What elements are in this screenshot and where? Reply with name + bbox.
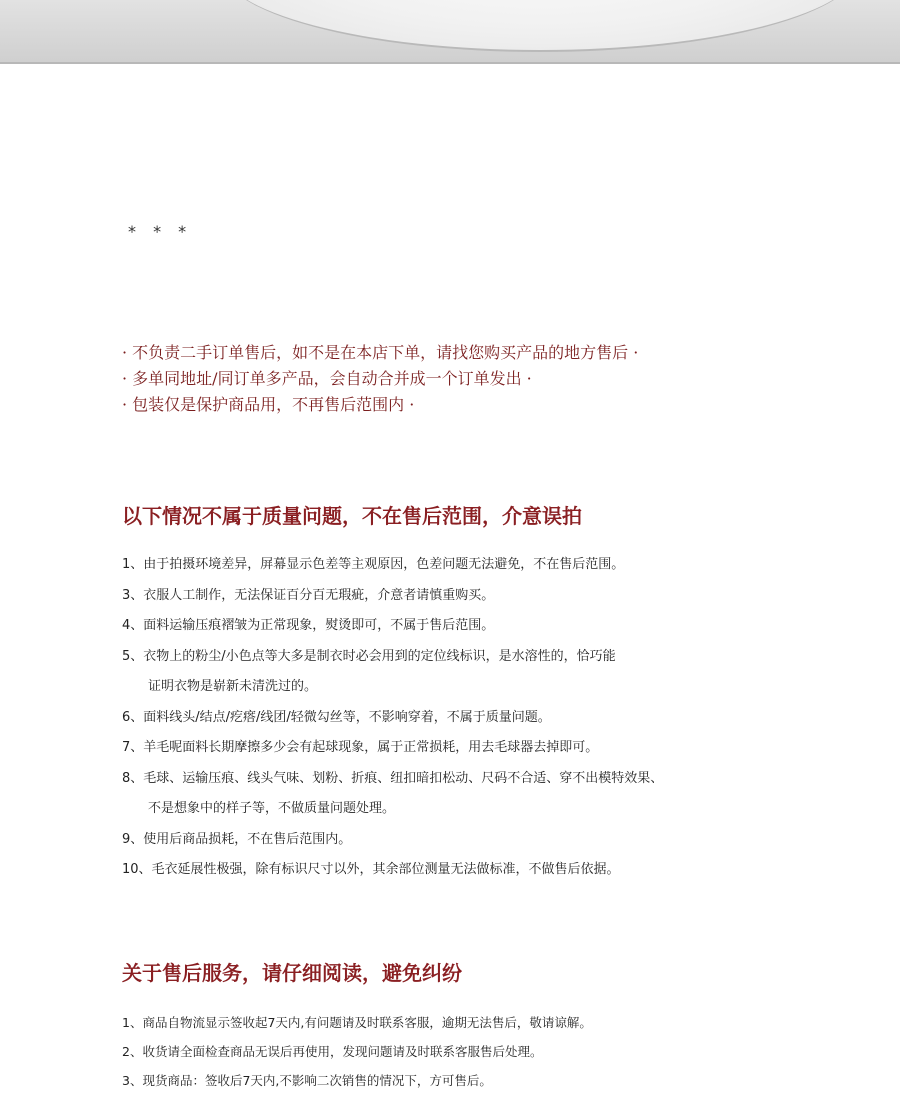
list-item-continuation: 不是想象中的样子等，不做质量问题处理。 [148, 801, 396, 816]
list-item: 2、收货请全面检查商品无误后再使用，发现问题请及时联系客服售后处理。 [122, 1044, 543, 1059]
list-item: 3、现货商品：签收后7天内,不影响二次销售的情况下，方可售后。 [122, 1073, 492, 1088]
quality-section-title: 以下情况不属于质量问题，不在售后范围，介意误拍 [122, 504, 582, 528]
quality-exclusions-list [122, 553, 842, 889]
list-item: 3、衣服人工制作，无法保证百分百无瑕疵，介意者请慎重购买。 [122, 587, 495, 603]
image-bottom-edge [0, 62, 900, 64]
list-item: 4、面料运输压痕褶皱为正常现象，熨烫即可，不属于售后范围。 [122, 618, 495, 633]
service-section-title: 关于售后服务，请仔细阅读，避免纠纷 [122, 961, 462, 985]
list-item: 10、毛衣延展性极强，除有标识尺寸以外，其余部位测量无法做标准，不做售后依据。 [122, 862, 620, 877]
list-item-continuation: 证明衣物是崭新未清洗过的。 [148, 679, 318, 694]
notice-merged-orders: · 多单同地址/同订单多产品，会自动合并成一个订单发出 · [122, 369, 532, 388]
product-photo-crop-icon [220, 0, 860, 52]
list-item: 9、使用后商品损耗，不在售后范围内。 [122, 831, 352, 847]
list-item: 5、衣物上的粉尘/小色点等大多是制衣时必会用到的定位线标识，是水溶性的，恰巧能 [122, 648, 616, 664]
star-separator: * * * [128, 222, 193, 241]
shop-notices [122, 340, 822, 418]
notice-secondhand-orders: · 不负责二手订单售后，如不是在本店下单，请找您购买产品的地方售后 · [122, 343, 639, 362]
header-product-image [0, 0, 900, 64]
list-item: 8、毛球、运输压痕、线头气味、划粉、折痕、纽扣暗扣松动、尺码不合适、穿不出模特效果、 [122, 770, 664, 786]
list-item: 1、商品自物流显示签收起7天内,有问题请及时联系客服，逾期无法售后，敬请谅解。 [122, 1015, 592, 1030]
list-item: 1、由于拍摄环境差异，屏幕显示色差等主观原因，色差问题无法避免，不在售后范围。 [122, 557, 625, 572]
notice-packaging: · 包装仅是保护商品用，不再售后范围内 · [122, 395, 415, 414]
list-item: 6、面料线头/结点/疙瘩/线团/轻微勾丝等，不影响穿着，不属于质量问题。 [122, 709, 551, 725]
after-sales-service-list [122, 1011, 842, 1098]
list-item: 7、羊毛呢面料长期摩擦多少会有起球现象，属于正常损耗，用去毛球器去掉即可。 [122, 740, 599, 755]
